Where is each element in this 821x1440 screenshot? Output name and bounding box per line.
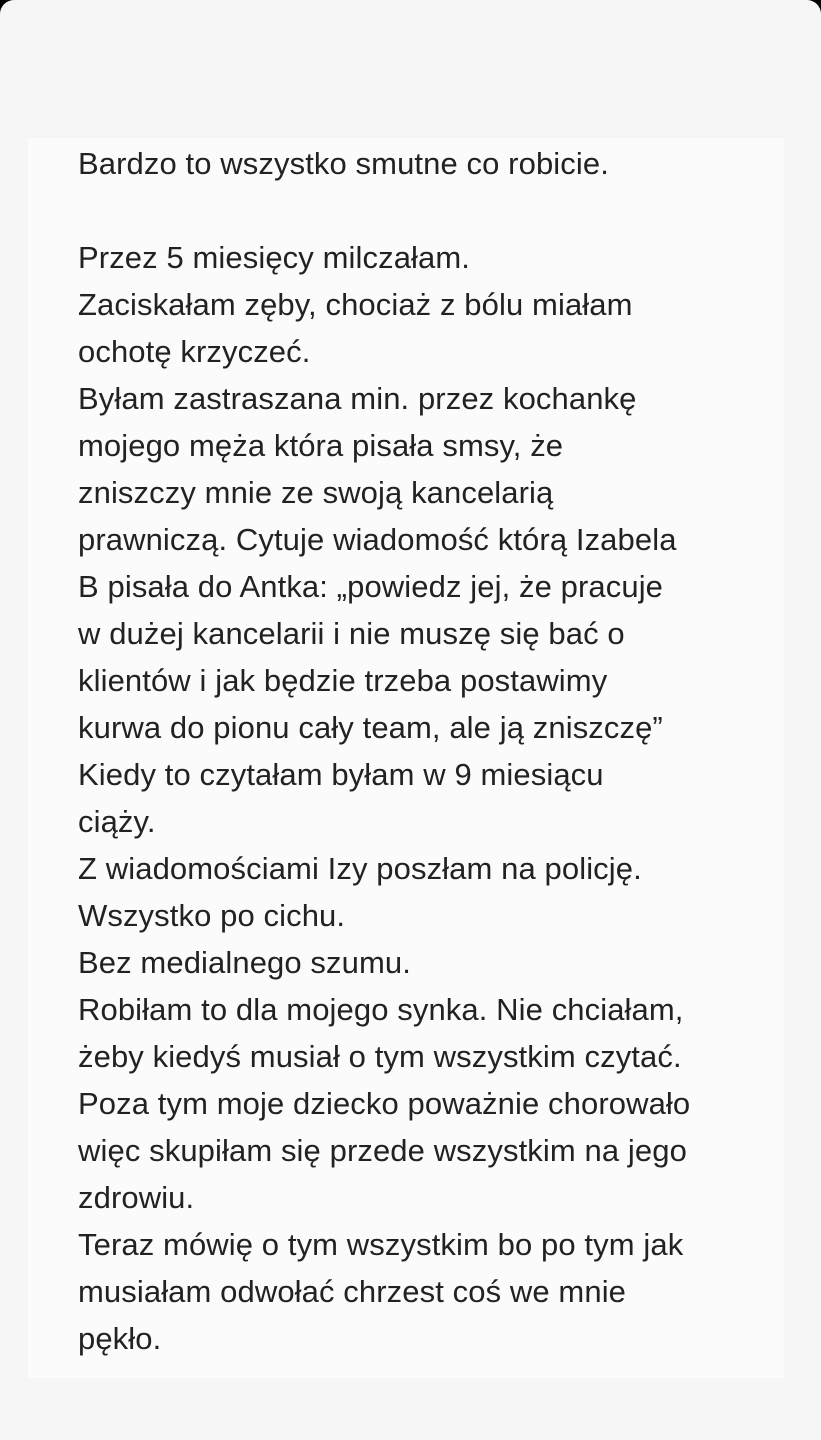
- note-line: zdrowiu.: [78, 1180, 195, 1215]
- screen-corner-right: [807, 0, 821, 14]
- note-line: Z wiadomościami Izy poszłam na policję.: [78, 851, 642, 886]
- note-line: ciąży.: [78, 804, 156, 839]
- note-text: [78, 140, 758, 1362]
- note-line: więc skupiłam się przede wszystkim na jego: [78, 1133, 687, 1168]
- note-blank-line: [78, 187, 758, 234]
- note-line: Poza tym moje dziecko poważnie chorowało: [78, 1086, 691, 1121]
- note-line: Bez medialnego szumu.: [78, 945, 411, 980]
- note-line: żeby kiedyś musiał o tym wszystkim czytać.: [78, 1039, 682, 1074]
- note-line: w dużej kancelarii i nie muszę się bać o: [78, 616, 625, 651]
- note-line: Wszystko po cichu.: [78, 898, 346, 933]
- note-line: ochotę krzyczeć.: [78, 334, 311, 369]
- note-line: prawniczą. Cytuje wiadomość którą Izabela: [78, 522, 677, 557]
- note-line: B pisała do Antka: „powiedz jej, że pracuje: [78, 569, 664, 604]
- note-line: klientów i jak będzie trzeba postawimy: [78, 663, 608, 698]
- note-line: pękło.: [78, 1321, 162, 1356]
- note-line: Byłam zastraszana min. przez kochankę: [78, 381, 637, 416]
- note-line: Kiedy to czytałam byłam w 9 miesiącu: [78, 757, 604, 792]
- note-line: mojego męża która pisała smsy, że: [78, 428, 564, 463]
- note-line: zniszczy mnie ze swoją kancelarią: [78, 475, 554, 510]
- note-line: Robiłam to dla mojego synka. Nie chciałam,: [78, 992, 684, 1027]
- note-line: kurwa do pionu cały team, ale ją zniszczę”: [78, 710, 663, 745]
- note-line: musiałam odwołać chrzest coś we mnie: [78, 1274, 627, 1309]
- note-line: Bardzo to wszystko smutne co robicie.: [78, 146, 609, 181]
- note-line: Przez 5 miesięcy milczałam.: [78, 240, 471, 275]
- note-line: Zaciskałam zęby, chociaż z bólu miałam: [78, 287, 633, 322]
- note-line: Teraz mówię o tym wszystkim bo po tym jak: [78, 1227, 684, 1262]
- screen-corner-left: [0, 0, 14, 14]
